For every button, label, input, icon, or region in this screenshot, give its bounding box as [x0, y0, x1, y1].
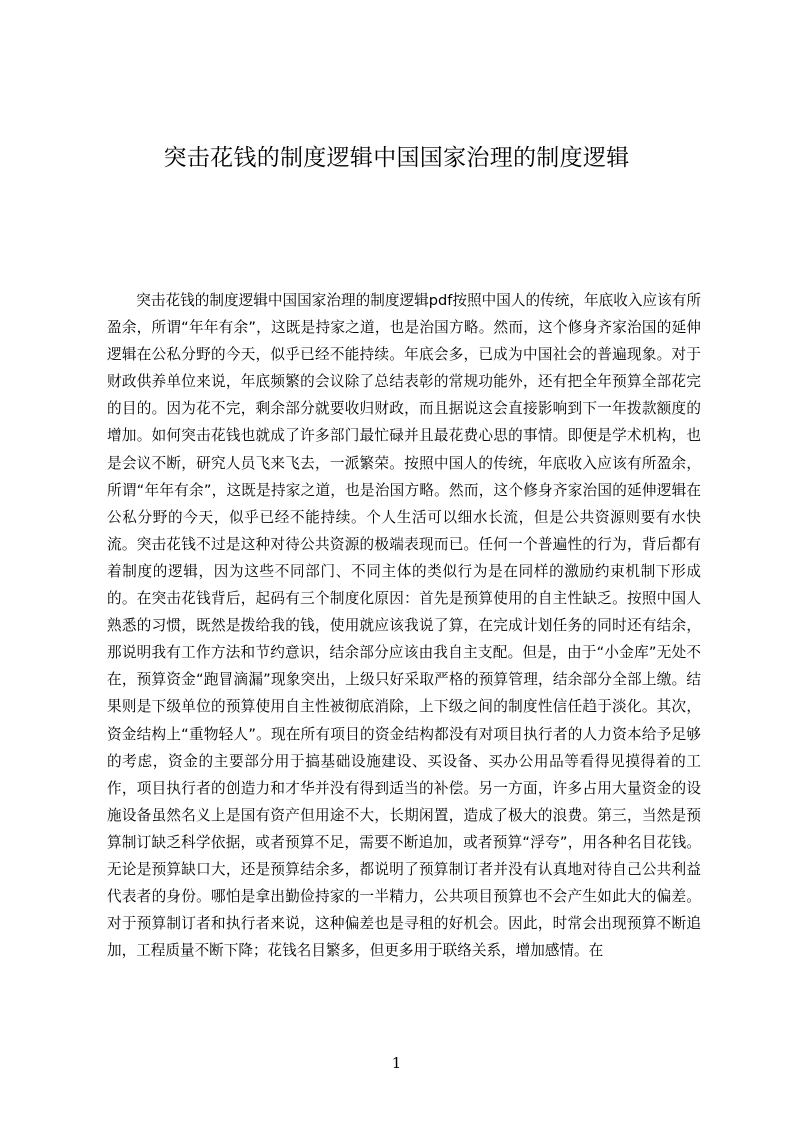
page-number: 1	[391, 1054, 402, 1072]
body-paragraph: 突击花钱的制度逻辑中国国家治理的制度逻辑pdf按照中国人的传统，年底收入应该有所盈余，所谓“年年有余”，这既是持家之道，也是治国方略。然而，这个修身齐家治国的延伸逻辑在公私分野的今天，似乎已经不能持续。年底会多，已成为中国社会的普遍现象。对于财政供养单位来说，年底频繁的会议除了总结表彰的常规功能外，还有把全年预算全部花完的目的。因为花不完，剩余部分就要收归财政，而且据说这会直接影响到下一年拨款额度的增加。如何突击花钱也就成了许多部门最忙碌并且最花费心思的事情。即便是学术机构，也是会议不断，研究人员飞来飞去，一派繁荣。按照中国人的传统，年底收入应该有所盈余，所谓“年年有余”，这既是持家之道，也是治国方略。然而，这个修身齐家治国的延伸逻辑在公私分野的今天，似乎已经不能持续。个人生活可以细水长流，但是公共资源则要有水快流。突击花钱不过是这种对待公共资源的极端表现而已。任何一个普遍性的行为，背后都有着制度的逻辑，因为这些不同部门、不同主体的类似行为是在同样的激励约束机制下形成的。在突击花钱背后，起码有三个制度化原因：首先是预算使用的自主性缺乏。按照中国人熟悉的习惯，既然是拨给我的钱，使用就应该我说了算，在完成计划任务的同时还有结余，那说明我有工作方法和节约意识，结余部分应该由我自主支配。但是，由于“小金库”无处不在，预算资金“跑冒滴漏”现象突出，上级只好采取严格的预算管理，结余部分全部上缴。结果则是下级单位的预算使用自主性被彻底消除，上下级之间的制度性信任趋于淡化。其次，资金结构上“重物轻人”。现在所有项目的资金结构都没有对项目执行者的人力资本给予足够的考虑，资金的主要部分用于搞基础设施建设、买设备、买办公用品等看得见摸得着的工作，项目执行者的创造力和才华并没有得到适当的补偿。另一方面，许多占用大量资金的设施设备虽然名义上是国有资产但用途不大，长期闲置，造成了极大的浪费。第三，当然是预算制订缺乏科学依据，或者预算不足，需要不断追加，或者预算“浮夸”，用各种名目花钱。无论是预算缺口大，还是预算结余多，都说明了预算制订者并没有认真地对待自己公共利益代表者的身份。哪怕是拿出勤俭持家的一半精力，公共项目预算也不会产生如此大的偏差。对于预算制订者和执行者来说，这种偏差也是寻租的好机会。因此，时常会出现预算不断追加，工程质量不断下降；花钱名目繁多，但更多用于联络关系，增加感情。在	[107, 292, 701, 960]
document-title: 突击花钱的制度逻辑中国国家治理的制度逻辑	[163, 145, 630, 171]
